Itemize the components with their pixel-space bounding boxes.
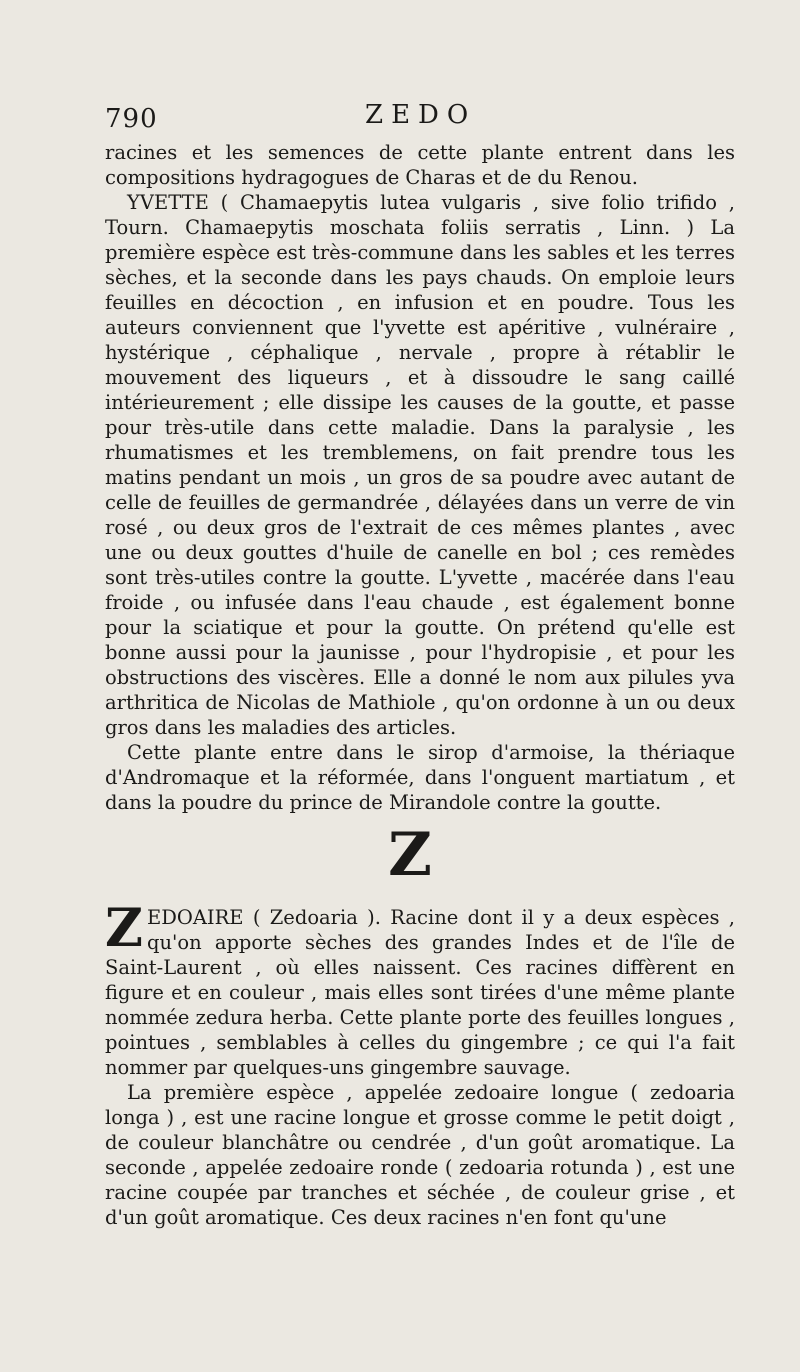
paragraph-zedoaire <box>105 898 735 1080</box>
paragraph-zedoaire-2: La première espèce , appelée zedoaire longue ( zedoaria longa ) , est une racine longue et grosse comme le petit doigt , de couleur blanchâtre ou cendrée , d'un goût aromatique. La seconde , appelée zedoaire ronde ( zedoaria rotunda ) , est une racine coupée par tranches et séchée , de couleur grise , et d'un goût aromatique. Ces deux racines n'en font qu'une <box>105 1081 735 1229</box>
paragraph-yvette: YVETTE ( Chamaepytis lutea vulgaris , sive folio trifido , Tourn. Chamaepytis moschata foliis serratis , Linn. ) La première espèce est très-commune dans les sables et les terres sèches, et la seconde dans les pays chauds. On emploie leurs feuilles en décoction , en infusion et en poudre. Tous les auteurs conviennent que l'yvette est apéritive , vulnéraire , hystérique , céphalique , nervale , propre à rétablir le mouvement des liqueurs , et à dissoudre le sang caillé intérieurement ; elle dissipe les causes de la goutte, et passe pour très-utile dans cette maladie. Dans la paralysie , les rhumatismes et les tremblemens, on fait prendre tous les matins pendant un mois , un gros de sa poudre avec autant de celle de feuilles de germandrée , délayées dans un verre de vin rosé , ou deux gros de l'extrait de ces mêmes plantes , avec une ou deux gouttes d'huile de canelle en bol ; ces remèdes sont très-utiles contre la goutte. L'yvette , macérée dans l'eau froide , ou infusée dans l'eau chaude , est également bonne pour la sciatique et pour la goutte. On prétend qu'elle est bonne aussi pour la jaunisse , pour l'hydropisie , et pour les obstructions des viscères. Elle a donné le nom aux pilules yva arthritica de Nicolas de Mathiole , qu'on ordonne à un ou deux gros dans les maladies des articles. <box>105 191 735 739</box>
paragraph-3: Cette plante entre dans le sirop d'armoise, la thériaque d'Andromaque et la réformée, dans l'onguent martiatum , et dans la poudre du prince de Mirandole contre la goutte. <box>105 741 735 814</box>
entry-text-top <box>105 140 735 815</box>
drop-cap: Z <box>105 898 143 959</box>
running-head: ZEDO <box>365 100 477 130</box>
entry-text-bottom <box>105 898 735 1230</box>
paragraph-1: racines et les semences de cette plante entrent dans les compositions hydragogues de Charas et de du Renou. <box>105 141 735 189</box>
section-letter: Z <box>388 820 432 890</box>
zedoaire-text: EDOAIRE ( Zedoaria ). Racine dont il y a deux espèces , qu'on apporte sèches des grandes Indes et de l'île de Saint-Laurent , où elles naissent. Ces racines diffèrent en figure et en couleur , mais elles sont tirées d'une même plante nommée zedura herba. Cette plante porte des feuilles longues , pointues , semblables à celles du gingembre ; ce qui l'a fait nommer par quelques-uns gingembre sauvage. <box>105 906 735 1079</box>
page-header <box>105 100 735 140</box>
page-number: 790 <box>105 104 158 134</box>
